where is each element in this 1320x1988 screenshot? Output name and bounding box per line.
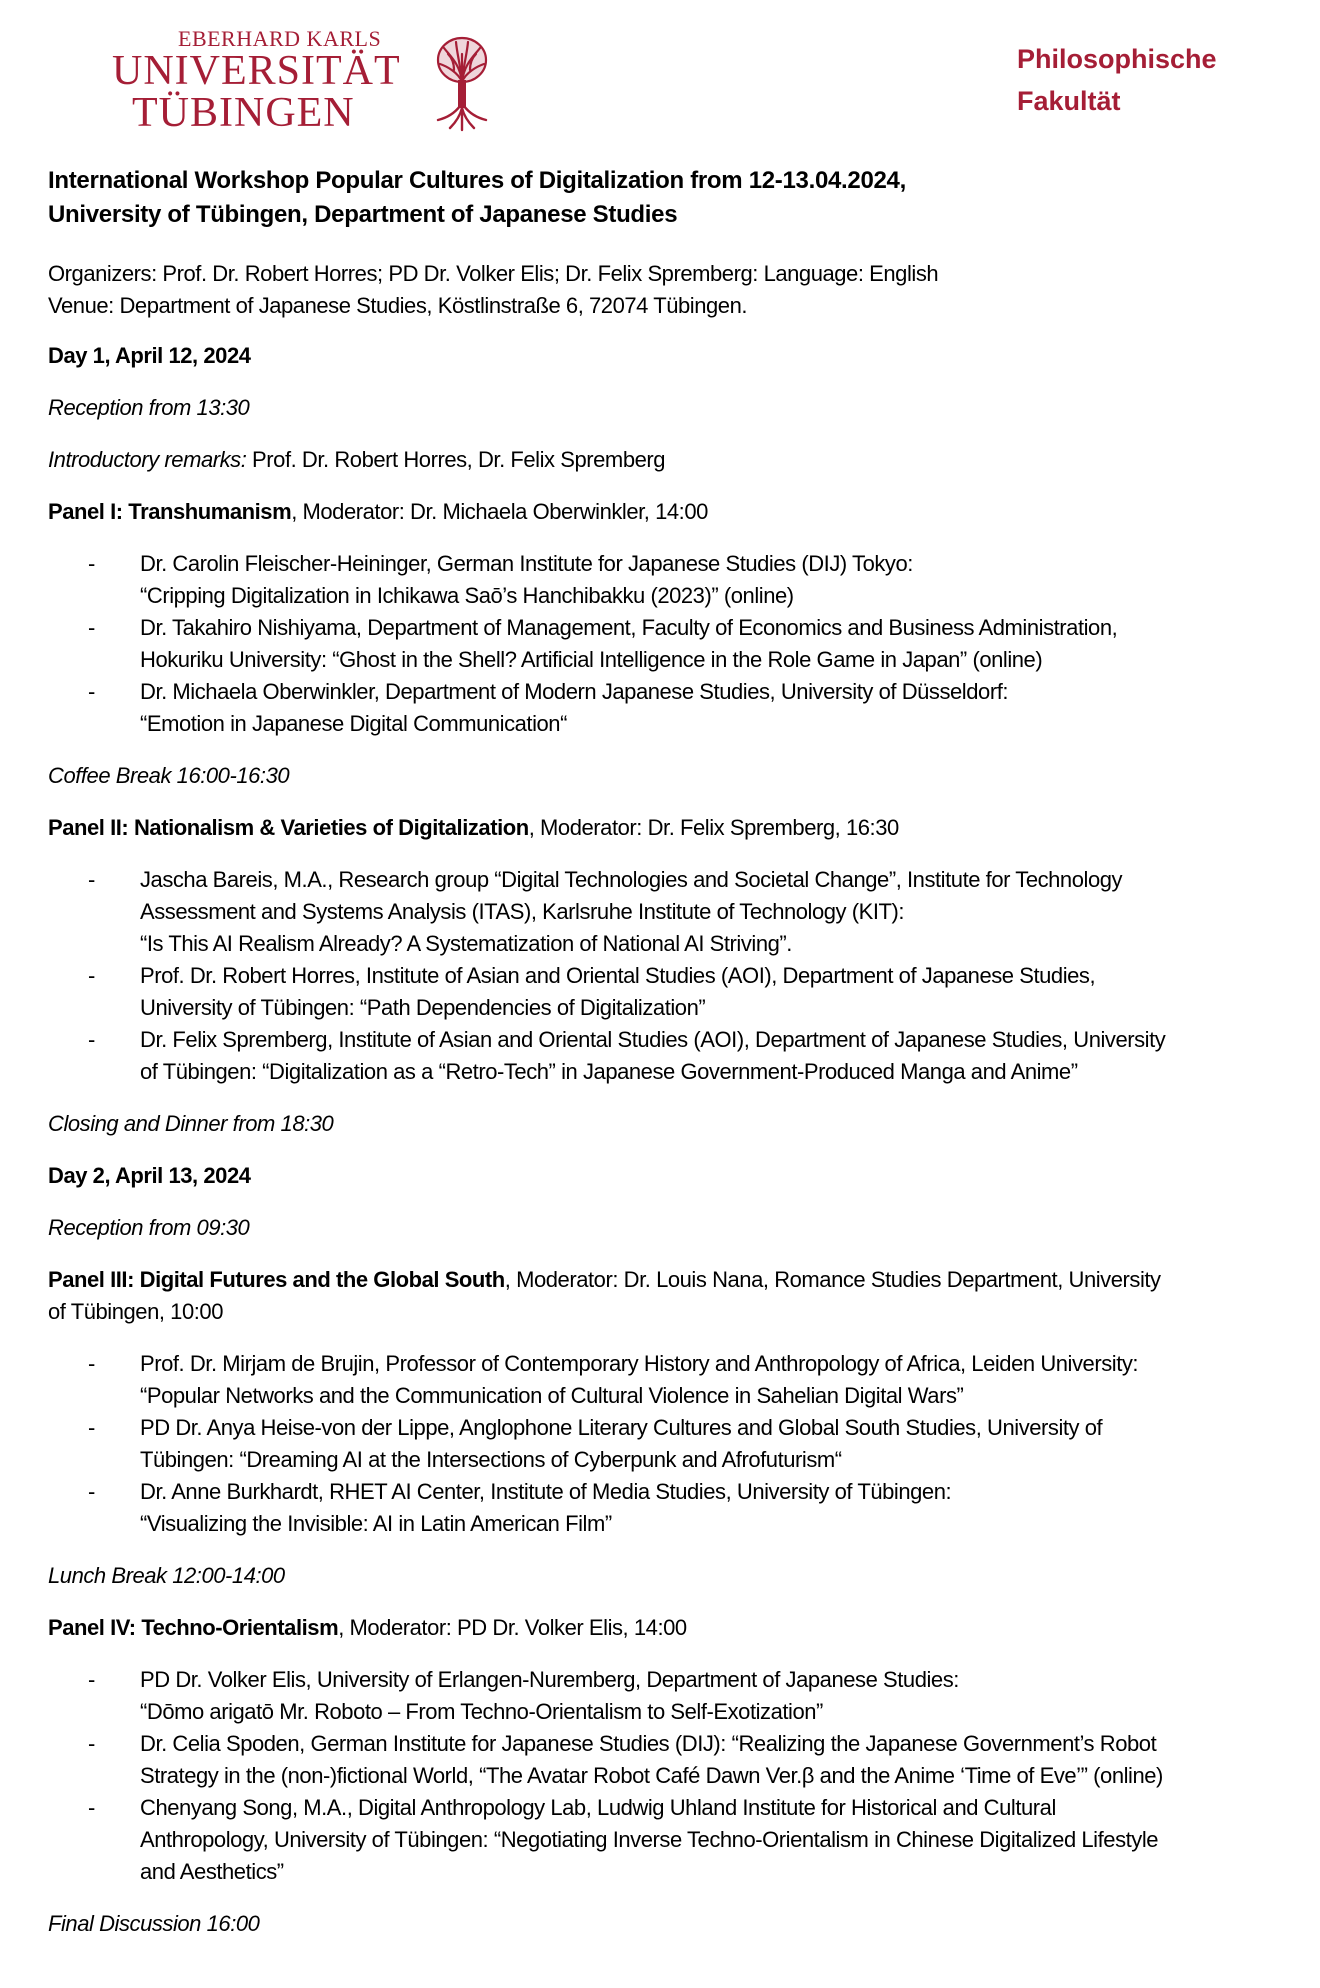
tree-emblem-icon (432, 34, 492, 132)
title-line-1: International Workshop Popular Cultures of Digitalization from 12-13.04.2024, (48, 167, 906, 194)
list-item (48, 1348, 1278, 1412)
intro-text: Prof. Dr. Robert Horres, Dr. Felix Spremberg (246, 447, 666, 472)
day-1-reception: Reception from 13:30 (48, 395, 250, 420)
closing-dinner: Closing and Dinner from 18:30 (48, 1111, 334, 1136)
talk-line: Dr. Takahiro Nishiyama, Department of Management, Faculty of Economics and Business Administration, (140, 615, 1118, 640)
panel-2-talks (48, 864, 1278, 1088)
day-1-heading: Day 1, April 12, 2024 (48, 343, 251, 368)
talk-line: Dr. Anne Burkhardt, RHET AI Center, Institute of Media Studies, University of Tübingen: (140, 1479, 952, 1504)
talk-line: PD Dr. Anya Heise-von der Lippe, Anglophone Literary Cultures and Global South Studies, University of (140, 1415, 1103, 1440)
workshop-meta (48, 258, 1278, 322)
list-marker: - (88, 1667, 95, 1692)
list-item (48, 1664, 1278, 1728)
list-marker: - (88, 1027, 95, 1052)
list-item (48, 1476, 1278, 1540)
day-2-reception: Reception from 09:30 (48, 1215, 250, 1240)
talk-line: Dr. Michaela Oberwinkler, Department of Modern Japanese Studies, University of Düsseldorf: (140, 679, 1009, 704)
coffee-break: Coffee Break 16:00-16:30 (48, 763, 290, 788)
talk-line: Strategy in the (non-)fictional World, “The Avatar Robot Café Dawn Ver.β and the Anime ‘Time of Eve’” (online) (140, 1763, 1163, 1788)
talk-line: “Popular Networks and the Communication of Cultural Violence in Sahelian Digital Wars” (140, 1383, 964, 1408)
list-item (48, 960, 1278, 1024)
list-item (48, 548, 1278, 612)
panel-3-moderator: , Moderator: Dr. Louis Nana, Romance Studies Department, University (504, 1267, 1161, 1292)
talk-line: “Is This AI Realism Already? A Systematization of National AI Striving”. (140, 931, 792, 956)
list-marker: - (88, 1795, 95, 1820)
panel-3-talks (48, 1348, 1278, 1540)
talk-line: Prof. Dr. Mirjam de Brujin, Professor of Contemporary History and Anthropology of Africa, Leiden University: (140, 1351, 1139, 1376)
list-marker: - (88, 1731, 95, 1756)
talk-line: Dr. Celia Spoden, German Institute for Japanese Studies (DIJ): “Realizing the Japanese Government’s Robot (140, 1731, 1157, 1756)
talk-line: PD Dr. Volker Elis, University of Erlangen-Nuremberg, Department of Japanese Studies: (140, 1667, 959, 1692)
faculty-name (1017, 38, 1277, 122)
venue-line: Venue: Department of Japanese Studies, Köstlinstraße 6, 72074 Tübingen. (48, 293, 748, 318)
introductory-remarks (48, 444, 1278, 476)
title-line-2: University of Tübingen, Department of Japanese Studies (48, 201, 678, 228)
list-marker: - (88, 963, 95, 988)
panel-2-heading (48, 812, 1278, 844)
talk-line: “Dōmo arigatō Mr. Roboto – From Techno-Orientalism to Self-Exotization” (140, 1699, 823, 1724)
panel-4-name: Panel IV: Techno-Orientalism (48, 1615, 339, 1640)
list-marker: - (88, 679, 95, 704)
talk-line: and Aesthetics” (140, 1859, 284, 1884)
talk-line: Hokuriku University: “Ghost in the Shell? Artificial Intelligence in the Role Game in Japan” (online) (140, 647, 1043, 672)
final-discussion: Final Discussion 16:00 (48, 1911, 260, 1936)
list-item (48, 612, 1278, 676)
talk-line: Dr. Carolin Fleischer-Heininger, German Institute for Japanese Studies (DIJ) Tokyo: (140, 551, 913, 576)
talk-line: Assessment and Systems Analysis (ITAS), Karlsruhe Institute of Technology (KIT): (140, 899, 905, 924)
panel-1-talks (48, 548, 1278, 740)
panel-4-heading (48, 1612, 1278, 1644)
panel-3-heading (48, 1264, 1278, 1328)
list-item (48, 1728, 1278, 1792)
university-logo (112, 26, 512, 136)
logo-line-2: TÜBINGEN (132, 90, 355, 136)
list-marker: - (88, 1415, 95, 1440)
list-marker: - (88, 615, 95, 640)
list-marker: - (88, 1351, 95, 1376)
list-marker: - (88, 551, 95, 576)
panel-1-heading (48, 496, 1278, 528)
talk-line: “Emotion in Japanese Digital Communication“ (140, 711, 567, 736)
lunch-break: Lunch Break 12:00-14:00 (48, 1563, 285, 1588)
talk-line: Tübingen: “Dreaming AI at the Intersections of Cyberpunk and Afrofuturism“ (140, 1447, 842, 1472)
panel-3-name: Panel III: Digital Futures and the Global South (48, 1267, 505, 1292)
list-marker: - (88, 1479, 95, 1504)
panel-1-moderator: , Moderator: Dr. Michaela Oberwinkler, 14:00 (291, 499, 708, 524)
intro-label: Introductory remarks: (48, 447, 247, 472)
list-item (48, 1792, 1278, 1888)
panel-2-moderator: , Moderator: Dr. Felix Spremberg, 16:30 (528, 815, 899, 840)
talk-line: “Cripping Digitalization in Ichikawa Saō’s Hanchibakku (2023)” (online) (140, 583, 794, 608)
page-title (48, 164, 1278, 232)
list-item (48, 1024, 1278, 1088)
panel-1-name: Panel I: Transhumanism (48, 499, 292, 524)
list-item (48, 676, 1278, 740)
list-item (48, 864, 1278, 960)
panel-4-talks (48, 1664, 1278, 1888)
list-item (48, 1412, 1278, 1476)
talk-line: of Tübingen: “Digitalization as a “Retro-Tech” in Japanese Government-Produced Manga and Anime” (140, 1059, 1078, 1084)
talk-line: Prof. Dr. Robert Horres, Institute of Asian and Oriental Studies (AOI), Department of Japanese Studies, (140, 963, 1096, 988)
logo-line-small: EBERHARD KARLS (178, 26, 382, 51)
logo-line-1: UNIVERSITÄT (112, 48, 401, 94)
faculty-line-2: Fakultät (1017, 86, 1121, 116)
talk-line: Chenyang Song, M.A., Digital Anthropology Lab, Ludwig Uhland Institute for Historical and Cultural (140, 1795, 1056, 1820)
talk-line: Dr. Felix Spremberg, Institute of Asian and Oriental Studies (AOI), Department of Japanese Studies, University (140, 1027, 1166, 1052)
programme-content (48, 164, 1278, 1960)
talk-line: Anthropology, University of Tübingen: “Negotiating Inverse Techno-Orientalism in Chinese Digitalized Lifestyle (140, 1827, 1159, 1852)
talk-line: Jascha Bareis, M.A., Research group “Digital Technologies and Societal Change”, Institute for Technology (140, 867, 1123, 892)
panel-4-moderator: , Moderator: PD Dr. Volker Elis, 14:00 (338, 1615, 687, 1640)
faculty-line-1: Philosophische (1017, 44, 1217, 74)
panel-3-moderator-cont: of Tübingen, 10:00 (48, 1299, 223, 1324)
day-2-heading: Day 2, April 13, 2024 (48, 1163, 251, 1188)
talk-line: “Visualizing the Invisible: AI in Latin American Film” (140, 1511, 612, 1536)
talk-line: University of Tübingen: “Path Dependencies of Digitalization” (140, 995, 706, 1020)
list-marker: - (88, 867, 95, 892)
panel-2-name: Panel II: Nationalism & Varieties of Digitalization (48, 815, 529, 840)
organizers-line: Organizers: Prof. Dr. Robert Horres; PD Dr. Volker Elis; Dr. Felix Spremberg: Language: English (48, 261, 939, 286)
